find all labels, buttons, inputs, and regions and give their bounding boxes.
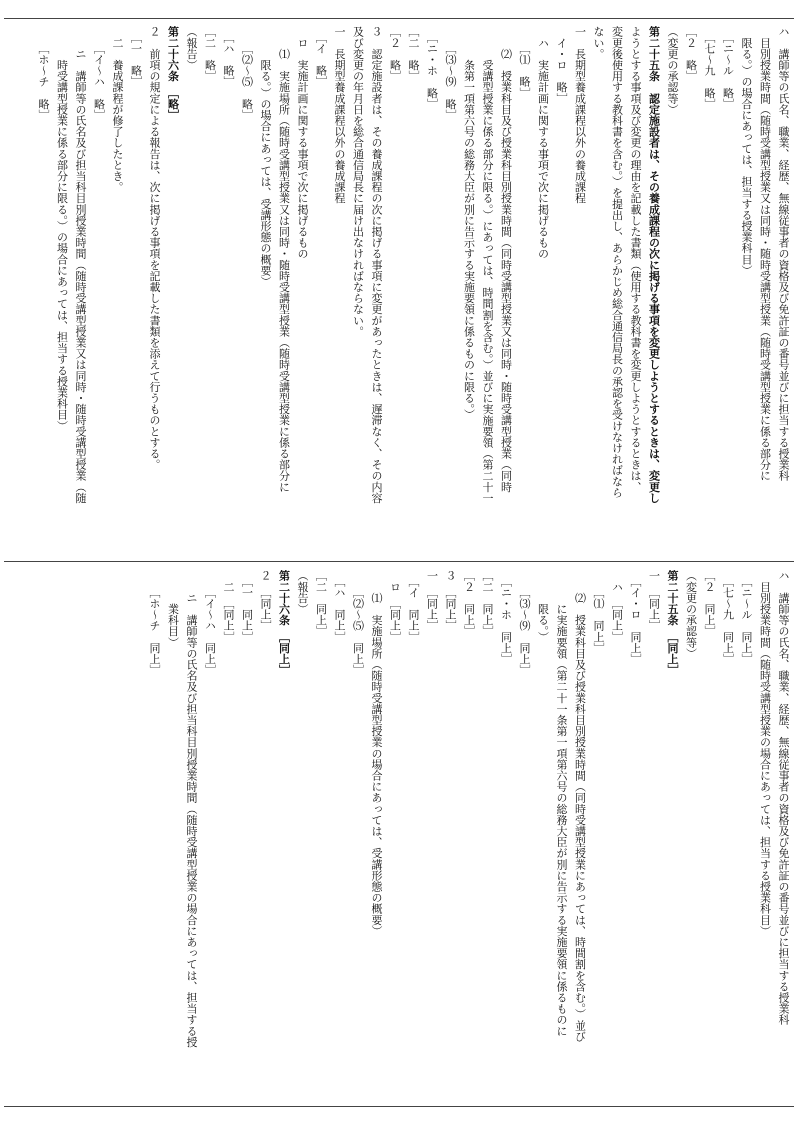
text-line: ⑴ 実施場所（随時受講型授業の場合にあっては、受講形態の概要） [370, 570, 383, 937]
text-line: ニ 講師等の氏名及び担当科目別授業時間（随時受講型授業の場合にあっては、担当する授 [185, 570, 198, 1048]
text-line: ロ ［同上］ [388, 570, 402, 643]
bottom-rule [4, 1106, 794, 1107]
text-line: （報告） [296, 570, 309, 615]
text-line: ［一 同上］ [240, 570, 254, 643]
text-line: ［ホ～チ 略］ [37, 26, 50, 121]
article-heading: 第二十五条 ［同上］ [666, 570, 679, 676]
text-line: ３ ［同上］ [444, 570, 457, 632]
text-line: 一 ［同上］ [647, 570, 661, 632]
text-line: 目別授業時間（随時受講型授業又は同時・随時受講型授業（随時受講型授業に係る部分に [758, 26, 772, 482]
text-line: （変更の承認等） [684, 570, 698, 659]
text-line: ［２ 略］ [684, 26, 698, 82]
text-line: ２ ［同上］ [259, 570, 272, 632]
text-line: ハ ［同上］ [610, 570, 624, 643]
text-line: に実施要領（第二十一条第一項第六号の総務大臣が別に告示する実施要領に係るものに [555, 570, 568, 1037]
text-line: ［２ 略］ [388, 26, 402, 82]
text-line: ［七～九 同上］ [721, 570, 735, 665]
text-line: ［ニ～ル 同上］ [740, 570, 753, 665]
text-line: 一 長期型養成課程以外の養成課程 [333, 26, 346, 204]
text-line: ハ 講師等の氏名、職業、経歴、無線従事者の資格及び免許証の番号並びに担当する授業科 [777, 570, 790, 1026]
text-line: ［イ 同上］ [407, 570, 420, 643]
text-line: ［二 略］ [407, 26, 420, 82]
text-line: 限る。）の場合にあっては、担当する授業科目） [740, 26, 753, 276]
text-line: ［ニ・ホ 同上］ [499, 570, 513, 665]
text-line: ［二 同上］ [481, 570, 494, 637]
text-line: ［ニ・ホ 略］ [425, 26, 439, 110]
text-line: ［ハ 同上］ [333, 570, 346, 643]
text-line: ［⑴ 同上］ [592, 570, 605, 654]
text-line: ２ 前項の規定による報告は、次に掲げる事項を記載した書類を添えて行うものとする。 [148, 26, 161, 470]
revised-text-block [6, 26, 792, 552]
text-line: 限る。） [536, 570, 550, 643]
text-line: ［２ 同上］ [462, 570, 476, 637]
text-line: ［イ・ロ 同上］ [629, 570, 642, 665]
text-line: イ・ロ 略］ [555, 26, 568, 104]
text-line: 限る。）の場合にあっては、受講形態の概要） [259, 26, 272, 287]
text-line: ［⑵～⑸ 同上］ [351, 570, 365, 676]
text-line: ようとする事項及び変更の理由を記載した書類（使用する教科書を変更しようとするときは、 [629, 26, 642, 493]
text-line: 条第一項第六号の総務大臣が別に告示する実施要領に係るものに限る。） [462, 26, 476, 421]
text-line: 受講型授業に係る部分に限る。）にあっては、時間割を含む。）並びに実施要領（第二十一 [481, 26, 494, 504]
text-line: ［一 略］ [129, 26, 143, 88]
text-line: ［ニ～ル 略］ [721, 26, 735, 110]
text-line: ［⑵～⑸ 略］ [240, 26, 254, 121]
text-line: 及び変更の年月日を総合通信局長に届け出なければならない。 [351, 26, 365, 337]
text-line: ［イ～ハ 略］ [92, 26, 106, 121]
text-line: ［２ 同上］ [703, 570, 716, 637]
text-line: ない。 [592, 26, 605, 60]
text-line: 一 長期型養成課程以外の養成課程 [573, 26, 587, 204]
text-line: 業科目） [166, 570, 180, 648]
text-line: ［⑶～⑼ 略］ [444, 26, 457, 121]
text-line: 二 養成課程が修了したとき。 [111, 26, 124, 193]
text-line: （報告） [185, 26, 198, 71]
article-heading: 第二十六条 ［略］ [166, 26, 180, 121]
text-line: ニ 講師等の氏名及び担当科目別授業時間（随時受講型授業又は同時・随時受講型授業（随 [74, 26, 87, 504]
text-line: （変更の承認等） [666, 26, 679, 115]
text-line: ［イ～ハ 同上］ [203, 570, 217, 676]
text-line: ［ホ～チ 同上］ [148, 570, 161, 676]
text-line: ［二 略］ [203, 26, 217, 82]
text-line: ハ 講師等の氏名、職業、経歴、無線従事者の資格及び免許証の番号並びに担当する授業科 [777, 26, 790, 482]
text-line: ［イ 略］ [314, 26, 328, 88]
text-line: ⑴ 実施場所（随時受講型授業又は同時・随時受講型授業（随時受講型授業に係る部分に [277, 26, 291, 493]
text-line: ［七～九 略］ [703, 26, 716, 110]
middle-rule [4, 561, 794, 562]
text-line: 時受講型授業に係る部分に限る。）の場合にあっては、担当する授業科目） [55, 26, 69, 432]
article-heading: 第二十五条 認定施設者は、その養成課程の次に掲げる事項を変更しようとするときは、変更し [647, 26, 661, 504]
text-line: ⑵ 授業科目及び授業科目別授業時間（同時受講型授業にあっては、時間割を含む。）並び [573, 570, 587, 1042]
top-rule [4, 18, 794, 19]
text-line: ３ 認定施設者は、その養成課程の次に掲げる事項に変更があったときは、遅滞なく、その内容 [370, 26, 383, 504]
text-line: 変更後使用する教科書を含む。）を提出し、あらかじめ総合通信局長の承認を受けなければなら [610, 26, 624, 498]
text-line: ［⑴ 略］ [518, 26, 531, 99]
text-line: ［ハ 略］ [222, 26, 235, 88]
text-line: ［二 同上］ [314, 570, 328, 637]
text-line: 二 ［同上］ [222, 570, 235, 643]
text-line: ロ 実施計画に関する事項で次に掲げるもの [296, 26, 309, 260]
text-line: ［⑶～⑼ 同上］ [518, 570, 531, 676]
text-line: ハ 実施計画に関する事項で次に掲げるもの [536, 26, 550, 260]
text-line: ⑵ 授業科目及び授業科目別授業時間（同時受講型授業又は同時・随時受講型授業（同時 [499, 26, 513, 493]
article-heading: 第二十六条 ［同上］ [277, 570, 291, 676]
current-text-block [6, 570, 792, 1100]
text-line: 目別授業時間（随時受講型授業の場合にあっては、担当する授業科目） [758, 570, 772, 937]
text-line: 一 ［同上］ [425, 570, 439, 632]
